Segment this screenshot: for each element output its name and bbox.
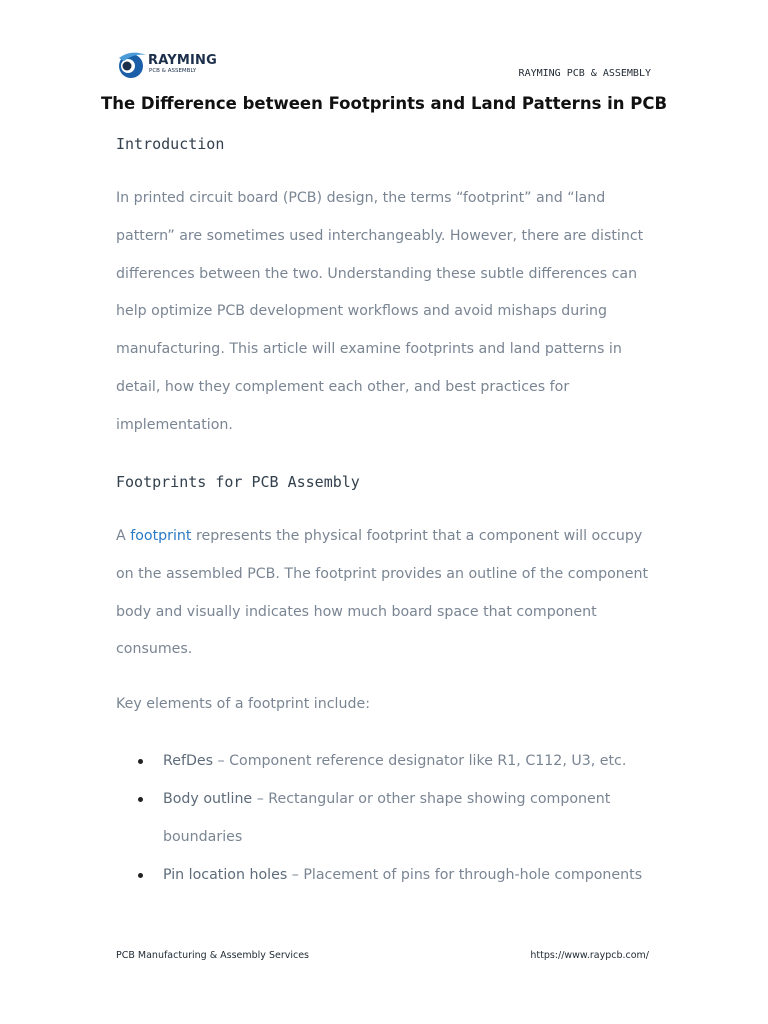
section-heading-introduction: Introduction: [116, 135, 225, 153]
bullet-dot-icon: [138, 873, 143, 878]
bullet-dot-icon: [138, 797, 143, 802]
list-item: [116, 780, 661, 856]
bullet-term: Pin location holes: [163, 867, 288, 883]
rayming-logo: [116, 49, 226, 83]
bullet-text: – Placement of pins for through-hole components: [291, 867, 643, 883]
paragraph-prefix: A: [116, 528, 126, 544]
list-intro: Key elements of a footprint include:: [116, 696, 370, 712]
logo-subtitle: PCB & ASSEMBLY: [149, 68, 197, 74]
paragraph-rest: represents the physical footprint that a component will occupy on the assembled PCB. The footprint provides an outline of the component body and visually indicates how much board space that component consumes.: [116, 528, 649, 658]
logo-name: RAYMING: [148, 53, 217, 68]
footer-url[interactable]: https://www.raypcb.com/: [530, 950, 649, 961]
bullet-text: – Rectangular or other shape showing component boundaries: [163, 791, 611, 845]
running-header: RAYMING PCB & ASSEMBLY: [518, 68, 651, 79]
bullet-text: – Component reference designator like R1, C112, U3, etc.: [217, 753, 627, 769]
bullet-dot-icon: [138, 759, 143, 764]
footer-left-text: PCB Manufacturing & Assembly Services: [116, 950, 310, 961]
rayming-logo-icon: [116, 49, 148, 81]
bullet-term: Body outline: [163, 791, 253, 807]
bullet-term: RefDes: [163, 753, 213, 769]
footprint-link[interactable]: footprint: [130, 528, 192, 544]
key-elements-list: [116, 742, 661, 894]
list-item: [116, 856, 661, 894]
document-title: The Difference between Footprints and Land Patterns in PCB: [100, 94, 668, 113]
section-heading-footprints: Footprints for PCB Assembly: [116, 473, 360, 491]
footprints-paragraph: [116, 518, 661, 669]
introduction-paragraph: In printed circuit board (PCB) design, the terms “footprint” and “land pattern” are sometimes used interchangeably. However, there are distinct differences between the two. Understanding these subtle differences can help optimize PCB development workflows and avoid mishaps during manufacturing. This article will examine footprints and land patterns in detail, how they complement each other, and best practices for implementation.: [116, 190, 644, 433]
list-item: [116, 742, 661, 780]
